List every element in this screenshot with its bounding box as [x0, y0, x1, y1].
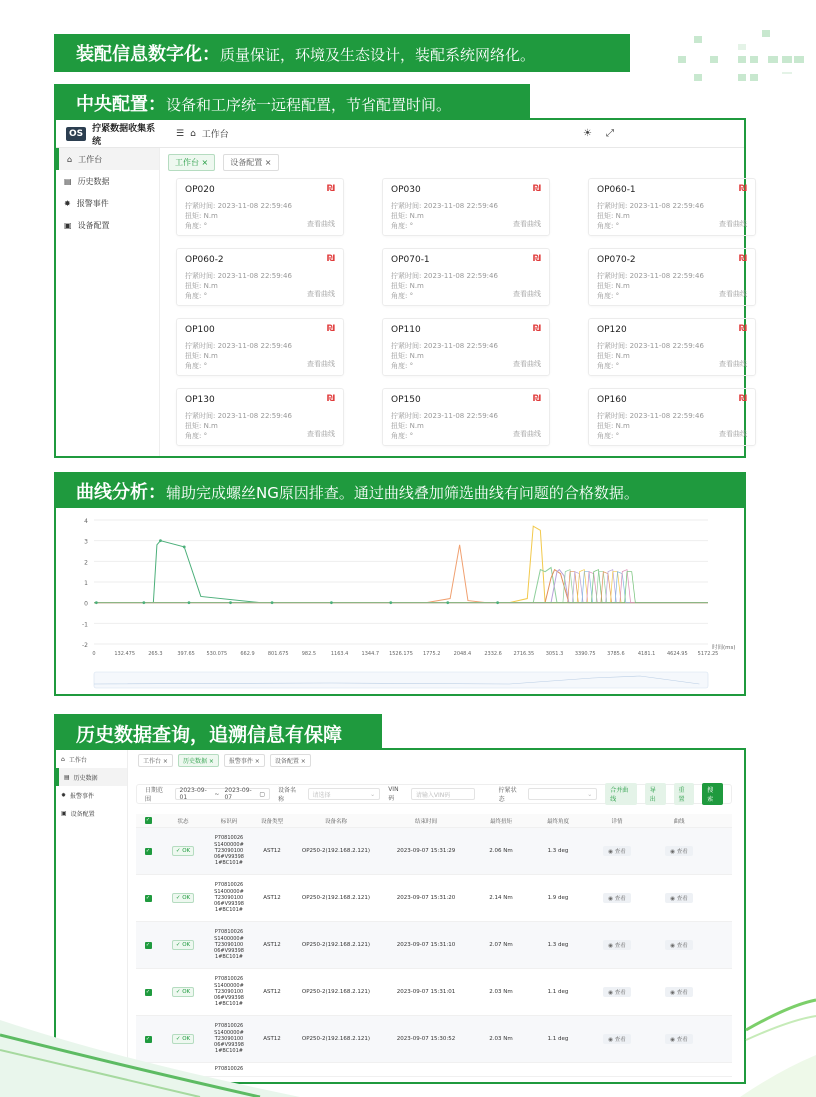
angle-value: 角度: °	[185, 292, 208, 300]
tighten-time: 拧紧时间: 2023-11-08 22:59:46	[597, 412, 704, 420]
tab-device-config[interactable]: 设备配置 ×	[223, 154, 278, 171]
reset-button[interactable]: 重置	[674, 783, 695, 805]
device-icon: ▣	[64, 220, 72, 230]
curve-cell	[648, 940, 710, 950]
x-tick-label: 132.475	[114, 651, 136, 657]
data-point	[159, 539, 162, 542]
column-header: 标识码	[220, 818, 238, 825]
home-icon: ⌂	[67, 154, 73, 164]
view-curve-link[interactable]: 查看曲线	[719, 360, 747, 368]
column-header: 最终扭矩	[489, 818, 512, 825]
view-curve-button[interactable]: ◉ 查看	[665, 893, 693, 903]
tighten-time: 拧紧时间: 2023-11-08 22:59:46	[185, 342, 292, 350]
tab-bar	[168, 154, 279, 171]
tighten-time: 拧紧时间: 2023-11-08 22:59:46	[391, 412, 498, 420]
status-badge: ✓ OK	[172, 846, 194, 856]
end-time: 2023-09-07 15:31:10	[396, 942, 456, 948]
device-name: OP250-2(192.168.2.121)	[301, 1036, 371, 1042]
decorative-pixel-pattern	[666, 26, 806, 86]
sidebar-item-label: 设备配置	[70, 810, 95, 818]
station-title: OP020	[185, 185, 215, 195]
sidebar-item-label: 历史数据	[77, 176, 110, 186]
status-cell	[160, 940, 206, 950]
tighten-time: 拧紧时间: 2023-11-08 22:59:46	[597, 202, 704, 210]
station-card	[176, 318, 344, 376]
x-tick-label: 1344.7	[361, 651, 380, 657]
column-header: 设备名称	[324, 818, 347, 825]
breadcrumb	[176, 127, 229, 140]
status-badge: ✓ OK	[172, 1034, 194, 1044]
status-badge: ✓ OK	[172, 940, 194, 950]
torque-value: 扭矩: N.m	[391, 422, 424, 430]
series-line	[94, 570, 708, 603]
ng-icon: ₪	[738, 254, 747, 264]
torque-value: 扭矩: N.m	[185, 352, 218, 360]
x-tick-label: 1163.4	[330, 651, 349, 657]
data-point	[183, 545, 186, 548]
final-torque: 2.06 Nm	[489, 848, 513, 854]
device-select-placeholder: 请选择	[312, 791, 331, 799]
sidebar-item-workbench[interactable]	[56, 148, 159, 170]
view-detail-button[interactable]: ◉ 查看	[603, 846, 631, 856]
x-tick-label: 662.9	[240, 651, 255, 657]
detail-cell	[586, 940, 648, 950]
data-point	[142, 601, 145, 604]
banner-title: 历史数据查询，追溯信息有保障	[76, 724, 343, 746]
curve-cell	[648, 846, 710, 856]
station-title: OP060-2	[185, 255, 224, 265]
curve-cell	[648, 893, 710, 903]
collapse-menu-icon[interactable]: ☰	[176, 128, 185, 139]
tab-device-config[interactable]: 设备配置 ×	[270, 754, 311, 767]
view-curve-link[interactable]: 查看曲线	[719, 430, 747, 438]
tighten-status-label: 拧紧状态	[498, 787, 517, 803]
status-select[interactable]	[528, 788, 597, 800]
alarm-icon: ✸	[61, 791, 67, 799]
x-tick-label: 982.5	[301, 651, 317, 657]
final-angle: 1.9 deg	[547, 895, 569, 901]
table-row	[136, 828, 732, 875]
tab-alarms[interactable]: 报警事件 ×	[224, 754, 265, 767]
y-tick-label: 2	[84, 559, 88, 567]
sidebar-item-history[interactable]	[56, 170, 159, 192]
angle-value: 角度: °	[391, 292, 414, 300]
table-row	[136, 875, 732, 922]
x-tick-label: 2716.35	[513, 651, 535, 657]
station-card	[176, 388, 344, 446]
angle-value: 角度: °	[185, 432, 208, 440]
view-detail-button[interactable]: ◉ 查看	[603, 987, 631, 997]
data-point	[271, 601, 274, 604]
view-detail-button[interactable]: ◉ 查看	[603, 940, 631, 950]
station-card	[382, 318, 550, 376]
final-angle: 1.3 deg	[547, 848, 569, 854]
x-tick-label: 1526.175	[389, 651, 413, 657]
vin-label: VIN码	[388, 786, 399, 802]
device-name-label: 设备名称	[278, 787, 297, 803]
x-tick-label: 0	[92, 651, 96, 657]
breadcrumb-item[interactable]: 工作台	[201, 130, 229, 140]
final-angle: 1.3 deg	[547, 942, 569, 948]
tighten-time: 拧紧时间: 2023-11-08 22:59:46	[391, 272, 498, 280]
data-point	[446, 601, 449, 604]
tighten-time: 拧紧时间: 2023-11-08 22:59:46	[597, 272, 704, 280]
x-tick-label: 1775.2	[422, 651, 441, 657]
station-title: OP150	[391, 395, 421, 405]
device-type: AST12	[263, 989, 281, 995]
alarm-icon: ✸	[64, 198, 71, 208]
column-header: 设备类型	[260, 818, 283, 825]
angle-value: 角度: °	[185, 362, 208, 370]
angle-value: 角度: °	[391, 222, 414, 230]
workbench-screenshot	[54, 118, 746, 458]
tighten-time: 拧紧时间: 2023-11-08 22:59:46	[185, 412, 292, 420]
filter-bar	[136, 784, 732, 804]
station-title: OP070-2	[597, 255, 636, 265]
end-time: 2023-09-07 15:31:29	[396, 848, 456, 854]
y-tick-label: 4	[84, 518, 88, 525]
banner-text: 设备和工序统一远程配置，节省配置时间。	[166, 96, 452, 114]
curve-chart-panel	[54, 506, 746, 696]
column-header: 详情	[611, 818, 623, 825]
row-checkbox[interactable]: ✓	[145, 1035, 151, 1042]
station-card	[382, 248, 550, 306]
database-icon: ▤	[64, 773, 70, 781]
table-header	[136, 814, 732, 828]
final-torque: 2.14 Nm	[489, 895, 513, 901]
x-tick-label: 397.65	[177, 651, 195, 657]
final-torque: 2.03 Nm	[489, 1036, 513, 1042]
view-detail-button[interactable]: ◉ 查看	[603, 893, 631, 903]
sidebar-item-device-config[interactable]	[56, 804, 127, 822]
final-torque: 2.07 Nm	[489, 942, 513, 948]
banner-digitalization	[54, 34, 630, 72]
sidebar-item-label: 设备配置	[77, 220, 110, 230]
station-title: OP130	[185, 395, 215, 405]
date-range-picker[interactable]	[175, 788, 270, 800]
view-curve-button[interactable]: ◉ 查看	[665, 940, 693, 950]
station-card	[588, 248, 756, 306]
station-card	[588, 318, 756, 376]
torque-value: 扭矩: N.m	[185, 212, 218, 220]
angle-value: 角度: °	[597, 432, 620, 440]
ng-icon: ₪	[326, 184, 335, 194]
device-type: AST12	[263, 1036, 281, 1042]
ng-icon: ₪	[738, 324, 747, 334]
x-tick-label: 4624.95	[666, 651, 688, 657]
row-checkbox[interactable]: ✓	[145, 941, 151, 948]
tab-history[interactable]: 历史数据 ×	[178, 754, 219, 767]
app-name: 拧紧数据收集系统	[92, 123, 156, 147]
banner-curve-analysis	[54, 472, 746, 510]
view-curve-link[interactable]: 查看曲线	[307, 430, 335, 438]
row-checkbox[interactable]: ✓	[145, 847, 151, 854]
topbar-actions	[583, 128, 614, 139]
tab-workbench[interactable]: 工作台 ×	[138, 754, 173, 767]
torque-value: 扭矩: N.m	[597, 212, 630, 220]
fullscreen-icon[interactable]: ⤢	[606, 128, 614, 139]
device-select[interactable]	[308, 788, 381, 800]
zoom-slider	[94, 672, 708, 688]
final-angle: 1.1 deg	[547, 989, 569, 995]
station-card	[176, 178, 344, 236]
angle-value: 角度: °	[597, 222, 620, 230]
id-code: P70810026	[214, 1066, 244, 1073]
data-point	[330, 601, 333, 604]
torque-value: 扭矩: N.m	[391, 352, 424, 360]
date-separator: ~	[214, 790, 220, 798]
x-tick-label: 2332.6	[484, 651, 502, 657]
data-point	[389, 601, 392, 604]
banner-title: 装配信息数字化：	[76, 44, 220, 65]
device-icon: ▣	[61, 809, 67, 817]
device-type: AST12	[263, 942, 281, 948]
ng-icon: ₪	[326, 324, 335, 334]
export-button[interactable]: 导出	[645, 783, 666, 805]
station-card	[588, 388, 756, 446]
data-point	[496, 601, 499, 604]
torque-value: 扭矩: N.m	[391, 282, 424, 290]
banner-text: 质量保证，环境及生态设计，装配系统网络化。	[220, 46, 536, 64]
view-curve-link[interactable]: 查看曲线	[307, 360, 335, 368]
sidebar-item-label: 报警事件	[76, 198, 109, 208]
device-name: OP250-2(192.168.2.121)	[301, 895, 371, 901]
angle-value: 角度: °	[597, 362, 620, 370]
sidebar-item-alarms[interactable]	[56, 192, 159, 214]
sidebar-item-label: 工作台	[68, 756, 87, 764]
device-name: OP250-2(192.168.2.121)	[301, 848, 371, 854]
x-tick-label: 801.675	[267, 651, 289, 657]
curve-chart	[56, 508, 744, 694]
sidebar-item-label: 历史数据	[73, 774, 98, 782]
view-curve-link[interactable]: 查看曲线	[513, 220, 541, 228]
station-card-grid	[176, 178, 754, 446]
device-type: AST12	[263, 895, 281, 901]
chevron-down-icon: ⌄	[587, 790, 593, 798]
ng-icon: ₪	[532, 184, 541, 194]
detail-cell	[586, 893, 648, 903]
station-title: OP160	[597, 395, 627, 405]
torque-value: 扭矩: N.m	[597, 422, 630, 430]
device-type: AST12	[263, 848, 281, 854]
chevron-down-icon: ⌄	[370, 790, 376, 798]
torque-value: 扭矩: N.m	[391, 212, 424, 220]
home-icon: ⌂	[190, 128, 196, 139]
view-curve-link[interactable]: 查看曲线	[513, 360, 541, 368]
sidebar-item-device-config[interactable]	[56, 214, 159, 236]
id-code: P70810026 S1400000# T23090100 06#V99398 1#BC101#	[214, 882, 244, 914]
x-tick-label: 265.3	[148, 651, 163, 657]
end-time: 2023-09-07 15:31:01	[396, 989, 456, 995]
select-all-checkbox[interactable]: ✓	[145, 817, 151, 823]
id-code: P70810026 S1400000# T23090100 06#V99398 1#BC101#	[214, 976, 244, 1008]
data-point	[229, 601, 232, 604]
torque-value: 扭矩: N.m	[597, 352, 630, 360]
id-code: P70810026 S1400000# T23090100 06#V99398 1#BC101#	[214, 929, 244, 961]
x-tick-label: 3785.6	[607, 651, 625, 657]
sidebar-item-alarms[interactable]	[56, 786, 127, 804]
calendar-icon: ▢	[259, 790, 265, 798]
angle-value: 角度: °	[391, 362, 414, 370]
station-title: OP070-1	[391, 255, 430, 265]
tighten-time: 拧紧时间: 2023-11-08 22:59:46	[391, 342, 498, 350]
torque-value: 扭矩: N.m	[597, 282, 630, 290]
station-title: OP100	[185, 325, 215, 335]
view-curve-link[interactable]: 查看曲线	[307, 290, 335, 298]
merge-curves-button[interactable]: 合并曲线	[605, 783, 637, 805]
y-tick-label: 3	[84, 538, 88, 546]
tighten-time: 拧紧时间: 2023-11-08 22:59:46	[185, 272, 292, 280]
x-tick-label: 2048.4	[453, 651, 472, 657]
y-tick-label: -1	[82, 621, 88, 629]
view-curve-link[interactable]: 查看曲线	[719, 220, 747, 228]
home-icon: ⌂	[61, 755, 65, 763]
final-torque: 2.03 Nm	[489, 989, 513, 995]
search-button[interactable]: 搜索	[702, 783, 723, 805]
status-cell	[160, 893, 206, 903]
ng-icon: ₪	[738, 394, 747, 404]
tab-bar	[138, 754, 311, 767]
data-point	[95, 601, 98, 604]
app-topbar	[56, 120, 744, 148]
device-name: OP250-2(192.168.2.121)	[301, 989, 371, 995]
database-icon: ▤	[64, 176, 72, 186]
ng-icon: ₪	[532, 254, 541, 264]
view-curve-button[interactable]: ◉ 查看	[665, 987, 693, 997]
tighten-time: 拧紧时间: 2023-11-08 22:59:46	[185, 202, 292, 210]
station-title: OP120	[597, 325, 627, 335]
view-curve-link[interactable]: 查看曲线	[719, 290, 747, 298]
station-card	[588, 178, 756, 236]
angle-value: 角度: °	[597, 292, 620, 300]
device-name: OP250-2(192.168.2.121)	[301, 942, 371, 948]
date-to: 2023-09-07	[224, 787, 252, 801]
column-header: 最终角度	[546, 818, 569, 825]
torque-value: 扭矩: N.m	[185, 422, 218, 430]
view-curve-button[interactable]: ◉ 查看	[665, 1034, 693, 1044]
banner-title: 曲线分析：	[76, 482, 166, 503]
row-checkbox[interactable]: ✓	[145, 894, 151, 901]
id-code: P70810026 S1400000# T23090100 06#V99398 1#BC101#	[214, 1023, 244, 1055]
station-card	[382, 388, 550, 446]
date-range-label: 日期范围	[145, 787, 164, 803]
tab-workbench[interactable]: 工作台 ×	[168, 154, 215, 171]
final-angle: 1.1 deg	[547, 1036, 569, 1042]
y-tick-label: 0	[84, 600, 88, 608]
detail-cell	[586, 846, 648, 856]
vin-input[interactable]: 请输入VIN码	[411, 788, 475, 800]
station-title: OP030	[391, 185, 421, 195]
x-tick-label: 3051.3	[545, 651, 564, 657]
sidebar	[56, 148, 160, 456]
x-axis-label: 时间(ms)	[712, 645, 736, 651]
ng-icon: ₪	[326, 254, 335, 264]
torque-value: 扭矩: N.m	[185, 282, 218, 290]
data-point	[188, 601, 191, 604]
ng-icon: ₪	[532, 324, 541, 334]
id-code: P70810026 S1400000# T23090100 06#V99398 1#BC101#	[214, 835, 244, 867]
app-logo	[56, 121, 156, 147]
view-curve-link[interactable]: 查看曲线	[513, 290, 541, 298]
ng-icon: ₪	[532, 394, 541, 404]
theme-toggle-icon[interactable]: ☀	[583, 128, 592, 139]
status-cell	[160, 846, 206, 856]
sidebar-item-history[interactable]	[56, 768, 127, 786]
angle-value: 角度: °	[185, 222, 208, 230]
x-tick-label: 4181.1	[637, 651, 656, 657]
decorative-swoosh	[0, 960, 816, 1097]
station-title: OP060-1	[597, 185, 636, 195]
date-from: 2023-09-01	[179, 787, 207, 801]
logo-mark: OS	[66, 127, 86, 141]
end-time: 2023-09-07 15:30:52	[396, 1036, 456, 1042]
tighten-time: 拧紧时间: 2023-11-08 22:59:46	[597, 342, 704, 350]
sidebar-item-label: 工作台	[78, 154, 103, 164]
banner-title: 中央配置：	[76, 94, 166, 115]
x-tick-label: 5172.25	[697, 651, 719, 657]
column-header: 曲线	[673, 818, 685, 825]
sidebar-item-workbench[interactable]	[56, 750, 127, 768]
station-card	[382, 178, 550, 236]
status-badge: ✓ OK	[172, 893, 194, 903]
row-checkbox[interactable]: ✓	[145, 988, 151, 995]
y-tick-label: 1	[84, 580, 88, 587]
view-detail-button[interactable]: ◉ 查看	[603, 1034, 631, 1044]
angle-value: 角度: °	[391, 432, 414, 440]
station-card	[176, 248, 344, 306]
banner-central-config	[54, 84, 530, 122]
banner-text: 辅助完成螺丝NG原因排查。通过曲线叠加筛选曲线有问题的合格数据。	[166, 484, 639, 502]
column-header: 状态	[177, 818, 189, 825]
tighten-time: 拧紧时间: 2023-11-08 22:59:46	[391, 202, 498, 210]
status-badge: ✓ OK	[172, 987, 194, 997]
ng-icon: ₪	[326, 394, 335, 404]
view-curve-link[interactable]: 查看曲线	[307, 220, 335, 228]
column-header: 结束时间	[414, 818, 437, 825]
sidebar-item-label: 报警事件	[70, 792, 95, 800]
station-title: OP110	[391, 325, 421, 335]
x-tick-label: 3390.75	[574, 651, 596, 657]
y-tick-label: -2	[82, 642, 88, 649]
view-curve-link[interactable]: 查看曲线	[513, 430, 541, 438]
end-time: 2023-09-07 15:31:20	[396, 895, 456, 901]
ng-icon: ₪	[738, 184, 747, 194]
view-curve-button[interactable]: ◉ 查看	[665, 846, 693, 856]
x-tick-label: 530.075	[206, 651, 228, 657]
